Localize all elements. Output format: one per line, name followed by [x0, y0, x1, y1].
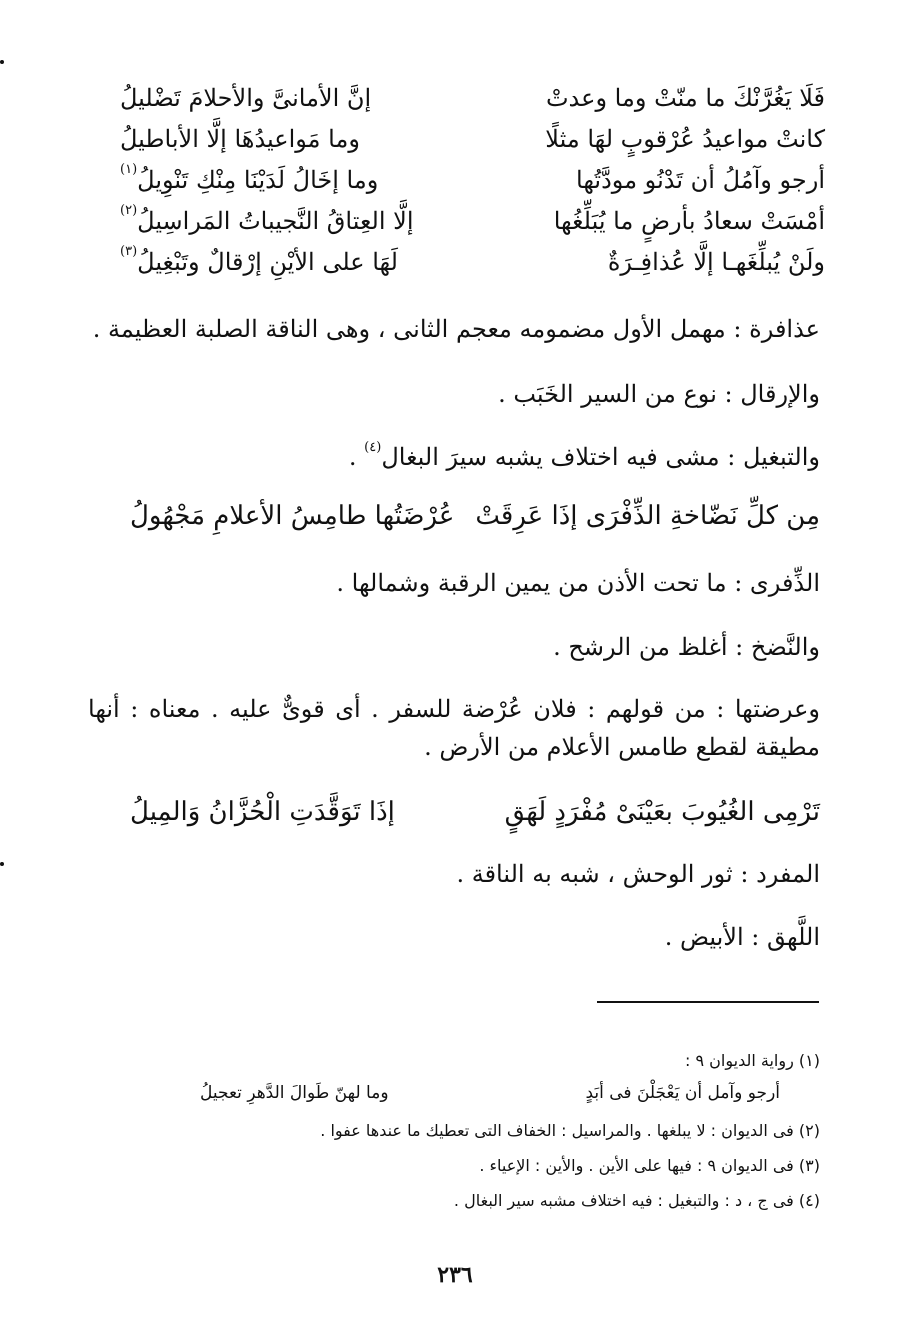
verse-second-hemistich: عُرْضَتُها طامِسُ الأعلامِ مَجْهُولُ — [130, 501, 455, 531]
verse-line — [120, 160, 825, 201]
footnote-marker[interactable]: (٣) — [120, 244, 138, 259]
verse-second-hemistich — [120, 160, 378, 201]
footnote-marker[interactable]: (٢) — [120, 203, 138, 218]
footnote: (١) رواية الديوان ٩ : — [685, 1051, 820, 1070]
gloss-text: والتبغيل : مشى فيه اختلاف يشبه سيرَ البغال — [381, 443, 820, 471]
verse-second-hemistich: إذَا تَوَقَّدَتِ الْحُزَّانُ وَالمِيلُ — [130, 797, 395, 827]
verse-line — [120, 242, 825, 283]
footnote: (٢) فى الديوان : لا يبلغها . والمراسيل : الخفاف التى تعطيك ما عندها عفوا . — [320, 1121, 820, 1140]
footnote: (٣) فى الديوان ٩ : فيها على الأين . والأين : الإعياء . — [479, 1156, 820, 1175]
quoted-verse — [130, 790, 820, 834]
gloss-paragraph: وعرضتها : من قولهم : فلان عُرْضة للسفر . أى قوىٌّ عليه . معناه : أنها مطيقة لقطع طامس الأعلام من الأرض . — [88, 695, 820, 761]
footnote-separator — [597, 1001, 819, 1003]
footnote: (٤) فى ج ، د : والتبغيل : فيه اختلاف مشبه سير البغال . — [453, 1191, 820, 1210]
gloss-paragraph: والنَّضخ : أغلظ من الرشح . — [553, 633, 820, 661]
hemistich-text: إنَّ الأمانىَّ والأحلامَ تَضْليلُ — [120, 84, 372, 112]
footnote-marker[interactable]: (٤) — [364, 440, 382, 455]
verse-second-hemistich — [120, 242, 398, 283]
hemistich-text: لَهَا على الأيْنِ إرْقالٌ وتَبْغِيلُ — [137, 248, 398, 276]
verse-line — [120, 119, 825, 160]
verse-first-hemistich: ولَنْ يُبلِّغَهـا إلَّا عُذافِـرَةٌ — [607, 248, 825, 276]
gloss-punctuation: . — [348, 443, 365, 471]
verse-second-hemistich — [120, 78, 371, 119]
footnote-verse — [200, 1078, 780, 1108]
gloss-paragraph: المفرد : ثور الوحش ، شبه به الناقة . — [456, 860, 820, 888]
verse-second-hemistich — [120, 201, 414, 242]
page-number: ٢٣٦ — [437, 1262, 473, 1288]
hemistich-text: إلَّا العِتاقُ النَّجيباتُ المَراسِيلُ — [137, 207, 414, 235]
verse-second-hemistich: وما لهنّ طَوالَ الدَّهرِ تعجيلُ — [200, 1083, 389, 1103]
gloss-paragraph: اللَّهق : الأبيض . — [664, 923, 820, 951]
verse-second-hemistich — [120, 119, 360, 160]
edge-mark — [0, 862, 4, 866]
footnote-marker[interactable]: (١) — [120, 162, 138, 177]
gloss-paragraph: والإرقال : نوع من السير الخَبَب . — [498, 380, 820, 408]
gloss-paragraph: الذِّفرى : ما تحت الأذن من يمين الرقبة وشمالها . — [336, 569, 820, 597]
hemistich-text: وما إخَالُ لَدَيْنَا مِنْكِ تَنْوِيلُ — [137, 166, 379, 194]
verse-first-hemistich: أمْسَتْ سعادُ بأرضٍ ما يُبَلِّغُها — [553, 207, 825, 235]
verse-first-hemistich: أرجو وآمُلُ أن تَدْنُو مودَّتُها — [576, 166, 825, 194]
edge-mark — [0, 60, 4, 64]
quoted-verse — [130, 494, 820, 538]
verse-line — [120, 78, 825, 119]
poem-verses — [120, 78, 825, 283]
verse-first-hemistich: أرجو وآمل أن يَعْجَلْنَ فى أبَدٍ — [585, 1083, 780, 1103]
gloss-paragraph: عذافرة : مهمل الأول مضمومه معجم الثانى ، وهى الناقة الصلبة العظيمة . — [92, 315, 820, 343]
verse-first-hemistich: كانتْ مواعيدُ عُرْقوبٍ لهَا مثلًا — [545, 125, 825, 153]
verse-first-hemistich: مِن كلِّ نَضّاخةِ الذِّفْرَى إذَا عَرِقَتْ — [475, 501, 820, 531]
verse-line — [120, 201, 825, 242]
verse-first-hemistich: تَرْمِى الغُيُوبَ بعَيْنَىْ مُفْرَدٍ لَهَقٍ — [504, 797, 820, 827]
gloss-paragraph — [88, 438, 820, 476]
verse-first-hemistich: فَلَا يَغُرَّنْكَ ما منّتْ وما وعدتْ — [545, 84, 825, 112]
hemistich-text: وما مَواعيدُهَا إلَّا الأباطيلُ — [120, 125, 360, 153]
